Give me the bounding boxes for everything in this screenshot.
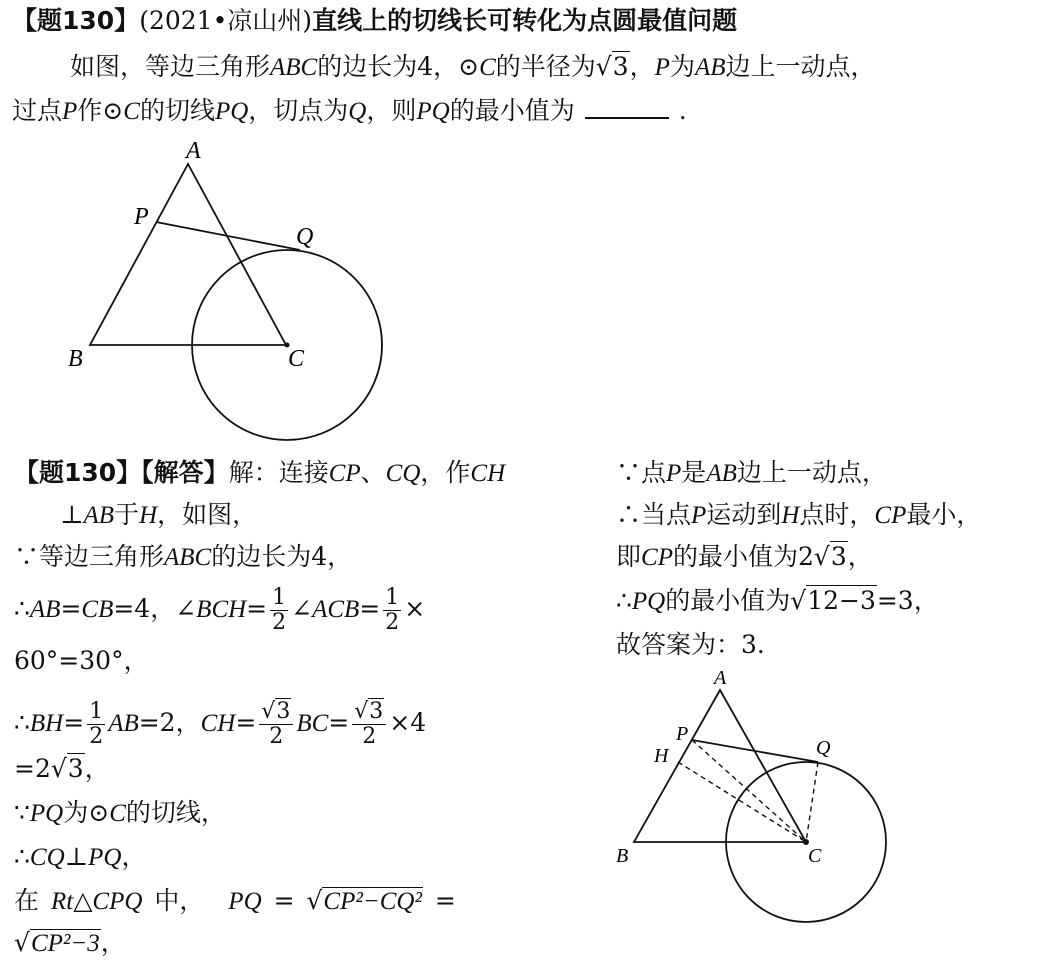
solution-line-5: 60°=30°， bbox=[14, 646, 149, 675]
label-c: C bbox=[808, 845, 822, 867]
problem-title-line bbox=[12, 4, 737, 38]
fraction-half: $\frac{1}{2}$ bbox=[89, 699, 104, 749]
label-c: C bbox=[288, 346, 305, 372]
solution-line-6: ∴BH= $\frac{1}{2}$ AB=2，CH= $\frac{√3}{2}$ BC= $\frac{√3}{2}$ ×4 bbox=[14, 699, 427, 749]
segment-cp bbox=[692, 740, 806, 842]
solution-right-2: ∴当点P运动到H点时，CP最小， bbox=[616, 500, 982, 529]
figure-2 bbox=[606, 666, 906, 934]
segment-pq bbox=[692, 740, 818, 762]
label-b: B bbox=[68, 346, 83, 372]
fraction-half: $\frac{1}{2}$ bbox=[272, 585, 287, 635]
segment-ch bbox=[678, 762, 806, 842]
solution-line-2: ⊥AB于H，如图， bbox=[60, 500, 258, 529]
fraction-half: $\frac{1}{2}$ bbox=[385, 585, 400, 635]
solution-line-4: ∴AB=CB=4，∠BCH= $\frac{1}{2}$ ∠ACB= $\frac{1}{2}$ × bbox=[14, 585, 426, 635]
solution-right-3: 即CP的最小值为2√3， bbox=[616, 542, 873, 571]
problem-line-1: 如图，等边三角形ABC的边长为4，⊙C的半径为√3，P为AB边上一动点， bbox=[70, 50, 876, 85]
solution-line-9: ∴CQ⊥PQ， bbox=[14, 842, 147, 871]
solution-line-10: 在 Rt△CPQ 中， PQ = √CP²−CQ² = bbox=[14, 886, 456, 915]
label-h: H bbox=[654, 745, 669, 767]
segment-cq bbox=[806, 762, 818, 842]
label-p: P bbox=[676, 723, 689, 745]
label-b: B bbox=[616, 845, 629, 867]
segment-pq bbox=[156, 222, 300, 250]
solution-right-4: ∴PQ的最小值为√12−3=3， bbox=[616, 586, 939, 615]
solution-line-1: 【题130】【解答】解：连接CP、CQ，作CH bbox=[14, 458, 506, 487]
answer-blank bbox=[585, 95, 669, 119]
label-q: Q bbox=[296, 224, 314, 250]
solution-line-8: ∵PQ为⊙C的切线， bbox=[14, 798, 226, 827]
problem-line-2: 过点P作⊙C的切线PQ，切点为Q，则PQ的最小值为 . bbox=[12, 96, 687, 125]
label-a: A bbox=[186, 138, 201, 164]
label-q: Q bbox=[816, 737, 831, 759]
solution-line-11: √CP²−3， bbox=[14, 928, 126, 957]
solution-right-1: ∵点P是AB边上一动点， bbox=[616, 458, 887, 487]
problem-topic: 直线上的切线长可转化为点圆最值问题 bbox=[312, 6, 738, 35]
figure-1 bbox=[60, 138, 400, 442]
fraction-root3-over-2: $\frac{√3}{2}$ bbox=[352, 700, 386, 749]
solution-line-3: ∵等边三角形ABC的边长为4， bbox=[14, 542, 353, 571]
problem-tag: 【题130】 bbox=[12, 6, 140, 35]
sqrt: √3 bbox=[595, 52, 629, 81]
solution-right-5: 故答案为：3. bbox=[616, 630, 765, 659]
problem-source: (2021•凉山州) bbox=[139, 6, 313, 35]
solution-tag: 【题130】【解答】 bbox=[14, 458, 229, 487]
label-p: P bbox=[134, 204, 149, 230]
fraction-root3-over-2: $\frac{√3}{2}$ bbox=[259, 700, 293, 749]
solution-line-7: =2√3， bbox=[14, 754, 110, 783]
label-a: A bbox=[714, 667, 727, 689]
